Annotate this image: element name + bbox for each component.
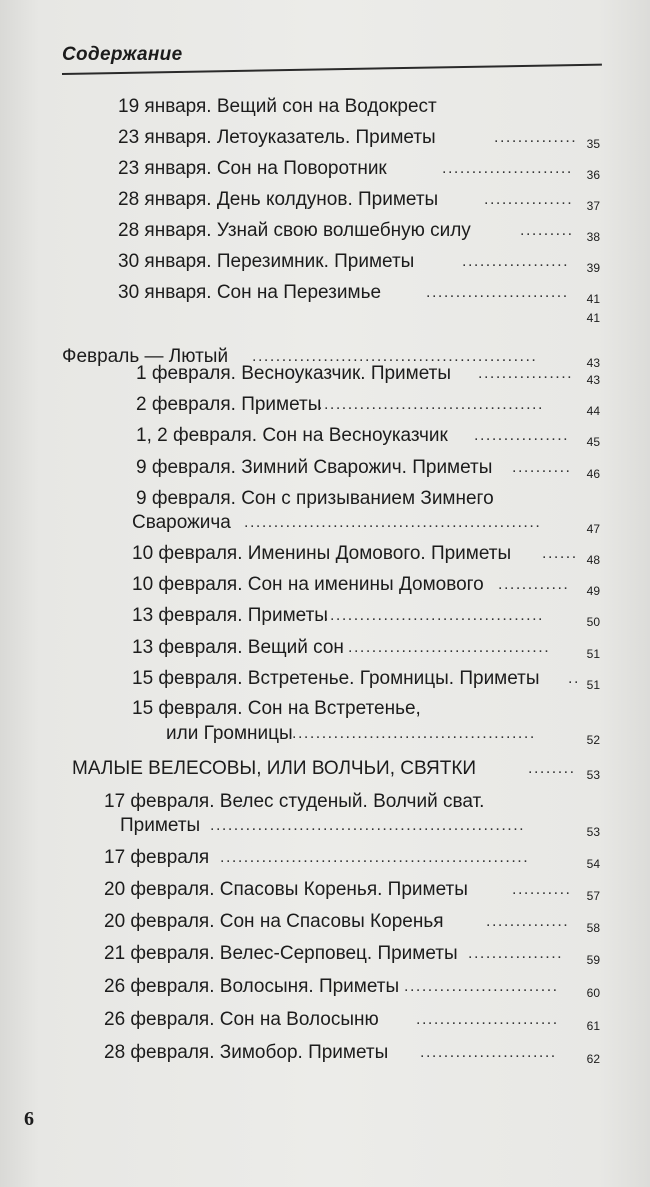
leader-dots: ...................... — [442, 160, 573, 177]
toc-entry-text: 13 февраля. Приметы — [132, 605, 328, 626]
leader-dots: ....................... — [420, 1044, 557, 1061]
toc-page-number: 41 — [586, 292, 600, 306]
toc-page-number: 38 — [586, 230, 600, 244]
leader-dots: .................. — [462, 253, 570, 270]
toc-entry-text: 13 февраля. Вещий сон — [132, 637, 344, 658]
toc-entry-text: или Громницы — [166, 723, 293, 744]
leader-dots: ............... — [484, 191, 574, 208]
toc-entry-text: 19 января. Вещий сон на Водокрест — [118, 96, 437, 117]
toc-entry-text: 15 февраля. Встретенье. Громницы. Приметы — [132, 668, 540, 689]
toc-entry-text: Сварожича — [132, 512, 231, 533]
toc-page-number: 53 — [586, 825, 600, 839]
page-number: 6 — [24, 1108, 34, 1130]
toc-entry-text: 17 февраля — [104, 847, 210, 868]
toc-entry-text: 30 января. Сон на Перезимье — [118, 282, 382, 303]
toc-page-number: 57 — [586, 889, 600, 903]
leader-dots: ................ — [468, 945, 564, 962]
toc-entry-text: 28 января. Узнай свою волшебную силу — [118, 220, 471, 241]
toc-page-number: 52 — [586, 733, 600, 747]
toc-page-number: 54 — [586, 857, 600, 871]
leader-dots: ..................................................... — [210, 817, 526, 834]
toc-entry-text: 26 февраля. Волосыня. Приметы — [104, 976, 400, 997]
toc-entry-text: 21 февраля. Велес-Серповец. Приметы — [104, 943, 458, 964]
toc-entry-text: 23 января. Сон на Поворотник — [118, 158, 387, 179]
toc-page-number: 61 — [586, 1019, 600, 1033]
toc-entry-text: Приметы — [120, 815, 201, 836]
toc-page-number: 41 — [586, 311, 600, 325]
toc-page-number: 37 — [586, 199, 600, 213]
toc-entry-text: 9 февраля. Сон с призыванием Зимнего — [136, 488, 494, 509]
leader-dots: .......... — [512, 881, 572, 898]
toc-entry-text: 1 февраля. Весноуказчик. Приметы — [136, 363, 452, 384]
toc-entry-text: 10 февраля. Сон на именины Домового — [132, 574, 484, 595]
leader-dots: ........................ — [416, 1011, 559, 1028]
toc-page-number: 53 — [586, 768, 600, 782]
leader-dots: ................................................ — [252, 348, 538, 365]
leader-dots: ................ — [478, 365, 574, 382]
toc-entry-text: 26 февраля. Сон на Волосыню — [104, 1009, 379, 1030]
toc-page-number: 43 — [586, 356, 600, 370]
toc-page-number: 60 — [586, 986, 600, 1000]
toc-page-number: 51 — [586, 647, 600, 661]
leader-dots: .............. — [486, 913, 570, 930]
toc-entry-text: Февраль — Лютый — [62, 346, 229, 367]
toc-entry-text: 30 января. Перезимник. Приметы — [118, 251, 415, 272]
leader-dots: .................................................... — [220, 849, 530, 866]
toc-entry-text: 20 февраля. Сон на Спасовы Коренья — [104, 911, 444, 932]
toc-page-number: 46 — [586, 467, 600, 481]
leader-dots: ..................................... — [324, 607, 544, 624]
leader-dots: ........ — [528, 760, 576, 777]
toc-page-number: 51 — [586, 678, 600, 692]
leader-dots: ......... — [520, 222, 574, 239]
leader-dots: .................................. — [348, 639, 551, 656]
toc-page-number: 62 — [586, 1052, 600, 1066]
toc-page-number: 36 — [586, 168, 600, 182]
toc-page-number: 39 — [586, 261, 600, 275]
toc-entry-text: 17 февраля. Велес студеный. Волчий сват. — [104, 791, 485, 812]
toc-entry-text: 15 февраля. Сон на Встретенье, — [132, 698, 421, 719]
toc-page-number: 48 — [586, 553, 600, 567]
leader-dots: .. — [568, 670, 580, 687]
leader-dots: .......................... — [404, 978, 559, 995]
toc-page-number: 49 — [586, 584, 600, 598]
toc-entry-text: 28 января. День колдунов. Приметы — [118, 189, 439, 210]
leader-dots: .............. — [494, 129, 578, 146]
leader-dots: ................ — [474, 427, 570, 444]
leader-dots: ............ — [498, 576, 570, 593]
toc-entry-text: 23 января. Летоуказатель. Приметы — [118, 127, 436, 148]
toc-page-number: 47 — [586, 522, 600, 536]
toc-entry-text: 20 февраля. Спасовы Коренья. Приметы — [104, 879, 468, 900]
leader-dots: .......... — [512, 459, 572, 476]
toc-page-number: 59 — [586, 953, 600, 967]
toc-page-number: 43 — [586, 373, 600, 387]
leader-dots: .................................................. — [244, 514, 542, 531]
toc-entry-text: 1, 2 февраля. Сон на Весноуказчик — [136, 425, 448, 446]
toc-entry-text: 10 февраля. Именины Домового. Приметы — [132, 543, 512, 564]
toc-page-number: 35 — [586, 137, 600, 151]
toc-entry-text: 9 февраля. Зимний Сварожич. Приметы — [136, 457, 493, 478]
toc-page-number: 50 — [586, 615, 600, 629]
leader-dots: ........................ — [426, 284, 569, 301]
toc-entry-text: 2 февраля. Приметы — [136, 394, 322, 415]
leader-dots: ......................................... — [292, 725, 536, 742]
toc-entry-text: МАЛЫЕ ВЕЛЕСОВЫ, ИЛИ ВОЛЧЬИ, СВЯТКИ — [72, 758, 477, 779]
toc-page-number: 58 — [586, 921, 600, 935]
toc-page-number: 45 — [586, 435, 600, 449]
leader-dots: ...................................... — [318, 396, 544, 413]
toc-page-number: 44 — [586, 404, 600, 418]
leader-dots: ...... — [542, 545, 578, 562]
toc-entry-text: 28 февраля. Зимобор. Приметы — [104, 1042, 389, 1063]
page-title: Содержание — [62, 44, 183, 65]
